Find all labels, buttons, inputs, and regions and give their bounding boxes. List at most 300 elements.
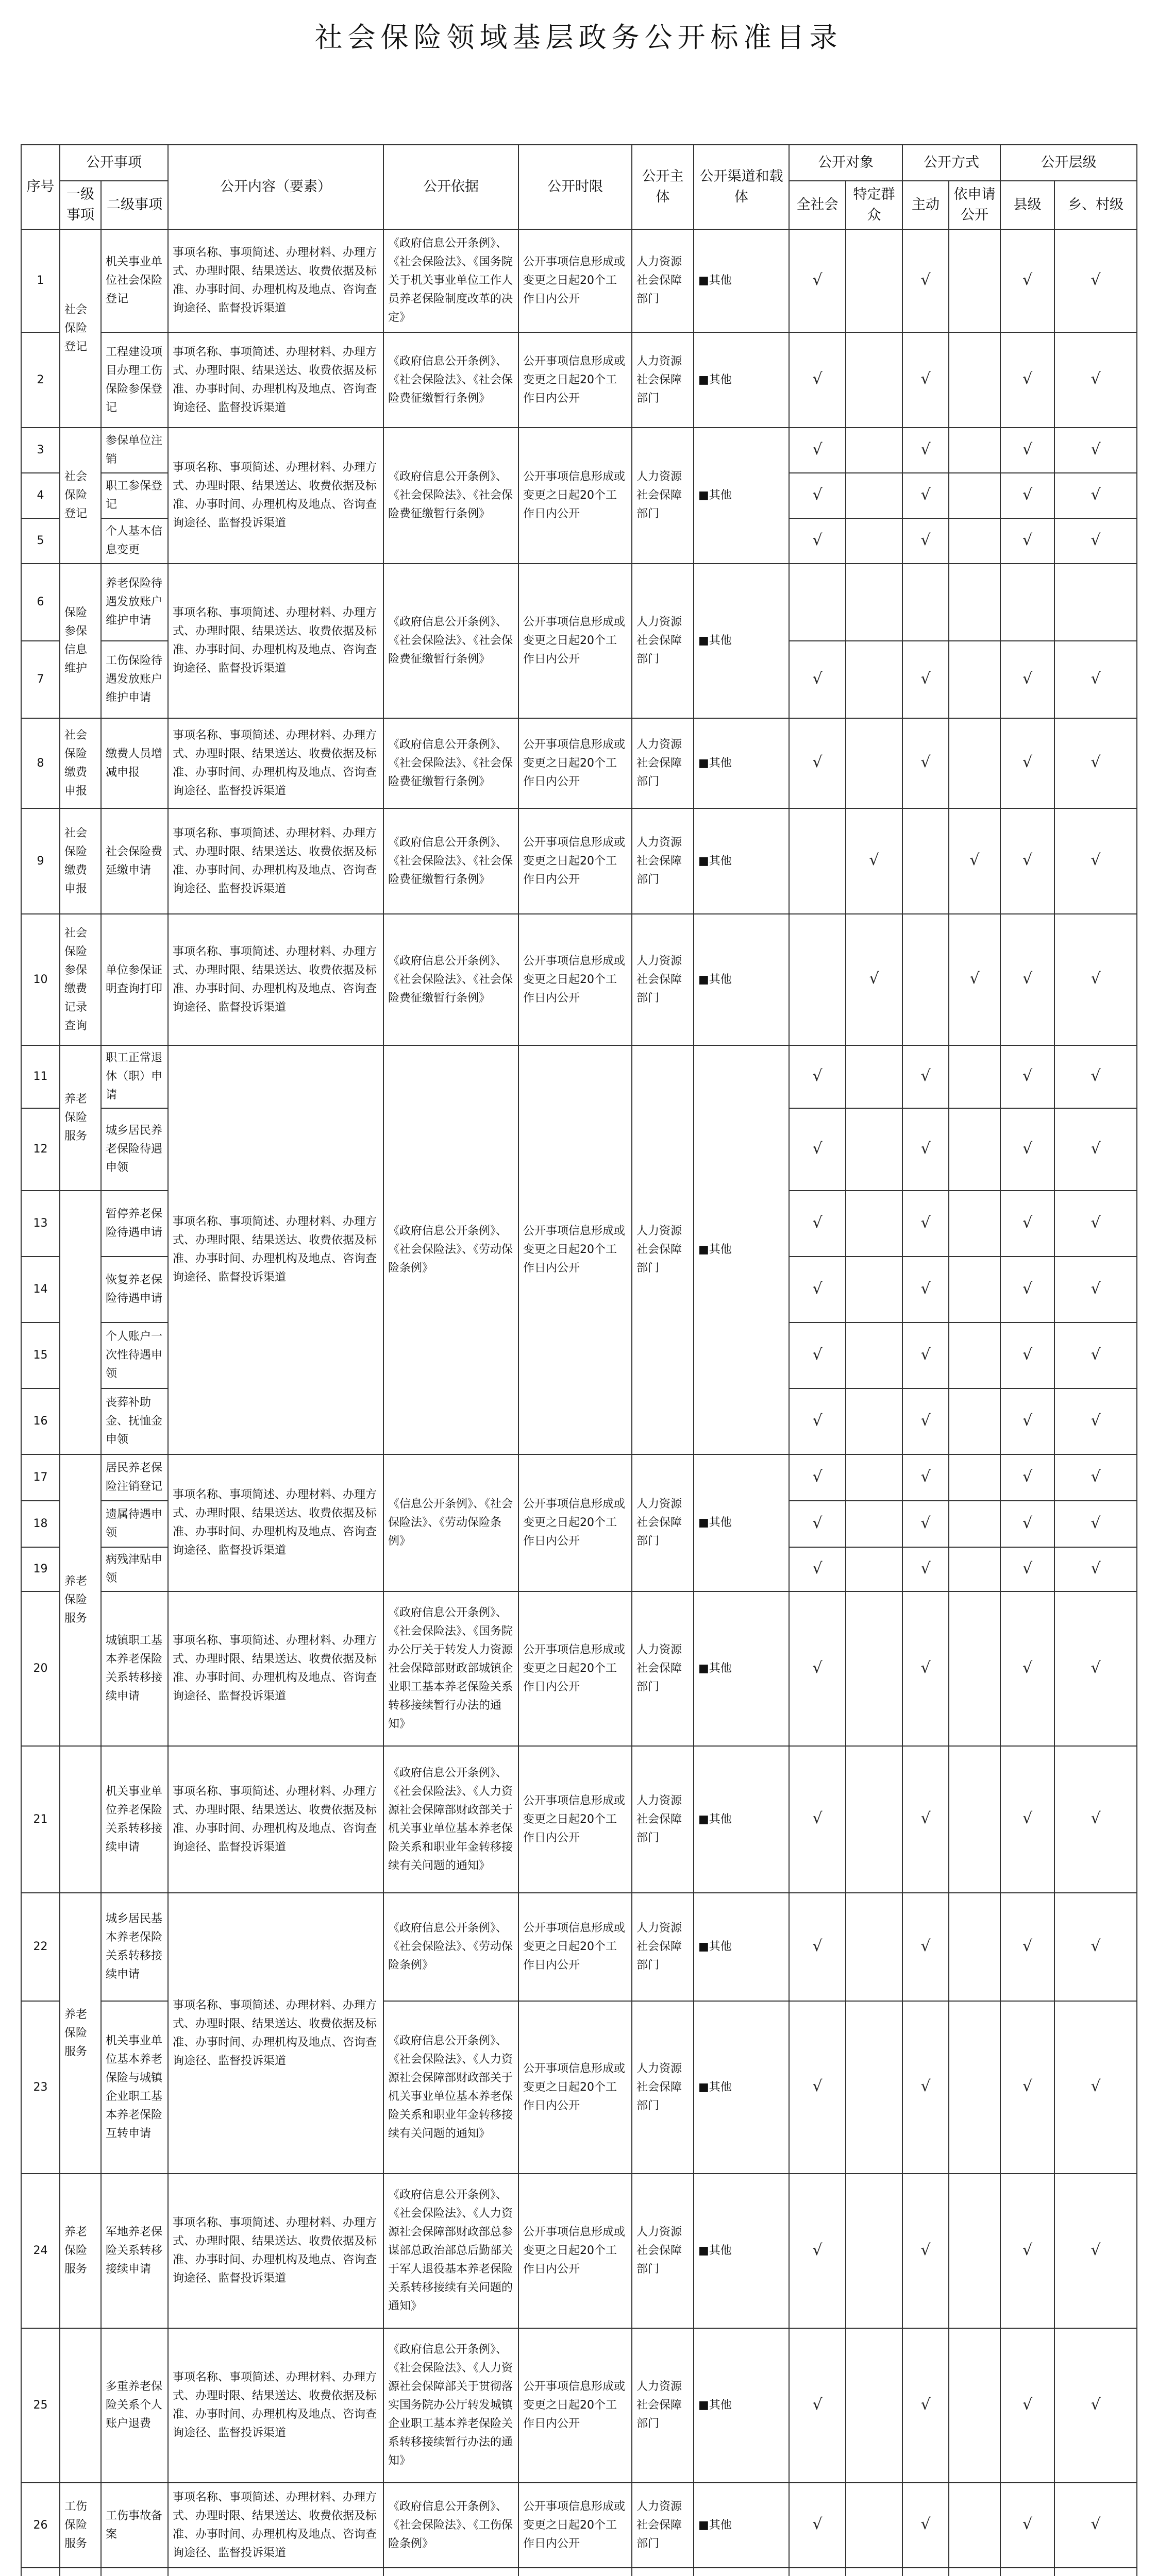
channel-cell: ■其他: [694, 2328, 789, 2483]
level1-cell: [60, 2328, 101, 2483]
town-check: √: [1054, 641, 1137, 718]
specific-check: [846, 1893, 902, 2001]
level2-cell: 城乡居民基本养老保险关系转移接续申请: [101, 1893, 168, 2001]
basis-cell: 《政府信息公开条例》、《社会保险法》、《人力资源社会保障部关于贯彻落实国务院办公厅转发城镇企业职工基本养老保险关系转移接续暂行办法的通知》: [383, 2328, 518, 2483]
content-cell: 事项名称、事项简述、办理材料、办理方式、办理时限、结果送达、收费依据及标准、办事时间、办理机构及地点、咨询查询途径、监督投诉渠道: [168, 1591, 383, 1746]
county-check: √: [1000, 1191, 1054, 1257]
county-check: √: [1000, 1591, 1054, 1746]
time-cell: 公开事项信息形成或变更之日起20个工作日内公开: [518, 1591, 632, 1746]
town-check: [1054, 2568, 1137, 2576]
county-check: √: [1000, 332, 1054, 428]
table-row: [21, 1591, 1137, 1746]
level2-cell: 机关事业单位养老保险关系转移接续申请: [101, 1746, 168, 1893]
basis-cell: [383, 2568, 518, 2576]
content-cell: 事项名称、事项简述、办理材料、办理方式、办理时限、结果送达、收费依据及标准、办事时间、办理机构及地点、咨询查询途径、监督投诉渠道: [168, 428, 383, 564]
level1-cell: 养老保险服务: [60, 2174, 101, 2328]
header-town: 乡、村级: [1054, 181, 1137, 229]
level2-cell: 个人基本信息变更: [101, 518, 168, 564]
town-check: √: [1054, 1454, 1137, 1501]
county-check: [1000, 564, 1054, 641]
society-check: √: [789, 1591, 846, 1746]
level2-cell: 丧葬补助金、抚恤金申领: [101, 1388, 168, 1454]
time-cell: 公开事项信息形成或变更之日起20个工作日内公开: [518, 1045, 632, 1454]
active-check: [902, 2568, 949, 2576]
town-check: √: [1054, 2483, 1137, 2568]
table-row: [21, 808, 1137, 914]
basis-cell: 《政府信息公开条例》、《社会保险法》、《社会保险费征缴暂行条例》: [383, 428, 518, 564]
society-check: √: [789, 641, 846, 718]
level2-cell: 恢复养老保险待遇申请: [101, 1257, 168, 1323]
content-cell: 事项名称、事项简述、办理材料、办理方式、办理时限、结果送达、收费依据及标准、办事时间、办理机构及地点、咨询查询途径、监督投诉渠道: [168, 229, 383, 332]
level2-cell: 工伤保险待遇发放账户维护申请: [101, 641, 168, 718]
basis-cell: 《政府信息公开条例》、《社会保险法》、《社会保险费征缴暂行条例》: [383, 718, 518, 808]
specific-check: [846, 1108, 902, 1191]
request-check: [949, 2483, 1000, 2568]
request-check: √: [949, 914, 1000, 1045]
basis-cell: 《政府信息公开条例》、《社会保险法》、《国务院关于机关事业单位工作人员养老保险制度改革的决定》: [383, 229, 518, 332]
subject-cell: 人力资源社会保障部门: [632, 808, 694, 914]
active-check: √: [902, 229, 949, 332]
active-check: √: [902, 2483, 949, 2568]
row-number: 10: [21, 914, 60, 1045]
header-target: 公开对象: [789, 145, 902, 181]
society-check: [789, 564, 846, 641]
request-check: [949, 2568, 1000, 2576]
active-check: √: [902, 1893, 949, 2001]
row-number: 1: [21, 229, 60, 332]
society-check: √: [789, 1893, 846, 2001]
county-check: √: [1000, 1501, 1054, 1547]
level1-cell: 社会保险参保缴费记录查询: [60, 914, 101, 1045]
subject-cell: 人力资源社会保障部门: [632, 1746, 694, 1893]
town-check: √: [1054, 1323, 1137, 1388]
request-check: [949, 718, 1000, 808]
channel-cell: ■其他: [694, 808, 789, 914]
county-check: √: [1000, 718, 1054, 808]
county-check: √: [1000, 229, 1054, 332]
town-check: √: [1054, 1893, 1137, 2001]
table-row: [21, 1045, 1137, 1108]
level2-cell: 缴费人员增减申报: [101, 718, 168, 808]
row-number: 11: [21, 1045, 60, 1108]
specific-check: [846, 718, 902, 808]
request-check: [949, 1746, 1000, 1893]
channel-cell: [694, 2568, 789, 2576]
level1-cell: 保险参保信息维护: [60, 564, 101, 718]
specific-check: [846, 564, 902, 641]
header-level2: 二级事项: [101, 181, 168, 229]
time-cell: 公开事项信息形成或变更之日起20个工作日内公开: [518, 428, 632, 564]
subject-cell: 人力资源社会保障部门: [632, 718, 694, 808]
level1-cell: 社会保险缴费申报: [60, 718, 101, 808]
level2-cell: 病残津贴申领: [101, 1547, 168, 1591]
active-check: √: [902, 1501, 949, 1547]
specific-check: [846, 332, 902, 428]
row-number: 3: [21, 428, 60, 473]
header-no: 序号: [21, 145, 60, 229]
town-check: √: [1054, 2328, 1137, 2483]
channel-cell: ■其他: [694, 2483, 789, 2568]
active-check: √: [902, 2328, 949, 2483]
request-check: [949, 1045, 1000, 1108]
request-check: √: [949, 808, 1000, 914]
content-cell: 事项名称、事项简述、办理材料、办理方式、办理时限、结果送达、收费依据及标准、办事时间、办理机构及地点、咨询查询途径、监督投诉渠道: [168, 2483, 383, 2568]
row-number: 24: [21, 2174, 60, 2328]
request-check: [949, 564, 1000, 641]
subject-cell: 人力资源社会保障部门: [632, 2174, 694, 2328]
specific-check: [846, 641, 902, 718]
specific-check: [846, 1257, 902, 1323]
society-check: √: [789, 1045, 846, 1108]
level2-cell: 军地养老保险关系转移接续申请: [101, 2174, 168, 2328]
request-check: [949, 1191, 1000, 1257]
active-check: √: [902, 1191, 949, 1257]
request-check: [949, 229, 1000, 332]
society-check: [789, 808, 846, 914]
town-check: √: [1054, 1591, 1137, 1746]
basis-cell: 《政府信息公开条例》、《社会保险法》、《人力资源社会保障部财政部关于机关事业单位基本养老保险关系和职业年金转移接续有关问题的通知》: [383, 2001, 518, 2174]
channel-cell: ■其他: [694, 1893, 789, 2001]
town-check: √: [1054, 1108, 1137, 1191]
specific-check: √: [846, 914, 902, 1045]
time-cell: 公开事项信息形成或变更之日起20个工作日内公开: [518, 808, 632, 914]
channel-cell: ■其他: [694, 2174, 789, 2328]
time-cell: 公开事项信息形成或变更之日起20个工作日内公开: [518, 564, 632, 718]
society-check: √: [789, 1191, 846, 1257]
header-county: 县级: [1000, 181, 1054, 229]
active-check: √: [902, 2174, 949, 2328]
town-check: √: [1054, 1257, 1137, 1323]
row-number: 17: [21, 1454, 60, 1501]
county-check: √: [1000, 473, 1054, 518]
specific-check: [846, 2568, 902, 2576]
specific-check: [846, 2328, 902, 2483]
county-check: √: [1000, 518, 1054, 564]
content-cell: 事项名称、事项简述、办理材料、办理方式、办理时限、结果送达、收费依据及标准、办事时间、办理机构及地点、咨询查询途径、监督投诉渠道: [168, 2174, 383, 2328]
town-check: √: [1054, 808, 1137, 914]
specific-check: [846, 2174, 902, 2328]
subject-cell: 人力资源社会保障部门: [632, 428, 694, 564]
level2-cell: 养老保险待遇发放账户维护申请: [101, 564, 168, 641]
level1-cell: 社会保险登记: [60, 428, 101, 564]
row-number: 23: [21, 2001, 60, 2174]
active-check: √: [902, 428, 949, 473]
society-check: √: [789, 2174, 846, 2328]
row-number: 14: [21, 1257, 60, 1323]
town-check: √: [1054, 1388, 1137, 1454]
town-check: √: [1054, 1045, 1137, 1108]
channel-cell: ■其他: [694, 1454, 789, 1591]
basis-cell: 《政府信息公开条例》、《社会保险法》、《人力资源社会保障部财政部总参谋部总政治部总后勤部关于军人退役基本养老保险关系转移接续有关问题的通知》: [383, 2174, 518, 2328]
specific-check: [846, 2483, 902, 2568]
time-cell: 公开事项信息形成或变更之日起20个工作日内公开: [518, 229, 632, 332]
request-check: [949, 1547, 1000, 1591]
row-number: [21, 2568, 60, 2576]
active-check: √: [902, 1547, 949, 1591]
active-check: [902, 914, 949, 1045]
header-level1: 一级事项: [60, 181, 101, 229]
active-check: √: [902, 518, 949, 564]
society-check: √: [789, 1323, 846, 1388]
time-cell: [518, 2568, 632, 2576]
level1-cell: [60, 1746, 101, 1893]
subject-cell: 人力资源社会保障部门: [632, 2483, 694, 2568]
table-row: [21, 332, 1137, 428]
county-check: √: [1000, 2483, 1054, 2568]
channel-cell: ■其他: [694, 229, 789, 332]
specific-check: [846, 229, 902, 332]
channel-cell: ■其他: [694, 564, 789, 718]
active-check: √: [902, 641, 949, 718]
channel-cell: ■其他: [694, 914, 789, 1045]
society-check: √: [789, 718, 846, 808]
county-check: √: [1000, 1323, 1054, 1388]
content-cell: 事项名称、事项简述、办理材料、办理方式、办理时限、结果送达、收费依据及标准、办事时间、办理机构及地点、咨询查询途径、监督投诉渠道: [168, 332, 383, 428]
request-check: [949, 1893, 1000, 2001]
row-number: 25: [21, 2328, 60, 2483]
society-check: √: [789, 2001, 846, 2174]
level1-cell: 养老保险服务: [60, 1454, 101, 1746]
table-row: [21, 914, 1137, 1045]
county-check: √: [1000, 428, 1054, 473]
county-check: √: [1000, 641, 1054, 718]
request-check: [949, 1591, 1000, 1746]
request-check: [949, 518, 1000, 564]
specific-check: [846, 2001, 902, 2174]
time-cell: 公开事项信息形成或变更之日起20个工作日内公开: [518, 718, 632, 808]
town-check: √: [1054, 2174, 1137, 2328]
town-check: √: [1054, 332, 1137, 428]
active-check: √: [902, 1454, 949, 1501]
county-check: √: [1000, 808, 1054, 914]
subject-cell: 人力资源社会保障部门: [632, 332, 694, 428]
request-check: [949, 1501, 1000, 1547]
county-check: √: [1000, 1257, 1054, 1323]
subject-cell: 人力资源社会保障部门: [632, 2001, 694, 2174]
table-row: [21, 2568, 1137, 2576]
header-matters: 公开事项: [60, 145, 168, 181]
row-number: 19: [21, 1547, 60, 1591]
row-number: 26: [21, 2483, 60, 2568]
content-cell: 事项名称、事项简述、办理材料、办理方式、办理时限、结果送达、收费依据及标准、办事时间、办理机构及地点、咨询查询途径、监督投诉渠道: [168, 1045, 383, 1454]
society-check: √: [789, 1746, 846, 1893]
time-cell: 公开事项信息形成或变更之日起20个工作日内公开: [518, 2328, 632, 2483]
active-check: √: [902, 1746, 949, 1893]
active-check: [902, 808, 949, 914]
county-check: √: [1000, 1045, 1054, 1108]
time-cell: 公开事项信息形成或变更之日起20个工作日内公开: [518, 2483, 632, 2568]
row-number: 15: [21, 1323, 60, 1388]
active-check: √: [902, 1045, 949, 1108]
level2-cell: 多重养老保险关系个人账户退费: [101, 2328, 168, 2483]
request-check: [949, 2328, 1000, 2483]
subject-cell: 人力资源社会保障部门: [632, 1893, 694, 2001]
row-number: 4: [21, 473, 60, 518]
county-check: [1000, 2568, 1054, 2576]
request-check: [949, 1454, 1000, 1501]
society-check: √: [789, 1388, 846, 1454]
specific-check: √: [846, 808, 902, 914]
society-check: [789, 2568, 846, 2576]
channel-cell: ■其他: [694, 1045, 789, 1454]
row-number: 12: [21, 1108, 60, 1191]
table-row: [21, 1893, 1137, 2001]
basis-cell: 《政府信息公开条例》、《社会保险法》、《工伤保险条例》: [383, 2483, 518, 2568]
time-cell: 公开事项信息形成或变更之日起20个工作日内公开: [518, 914, 632, 1045]
row-number: 18: [21, 1501, 60, 1547]
specific-check: [846, 518, 902, 564]
town-check: √: [1054, 1501, 1137, 1547]
society-check: √: [789, 1108, 846, 1191]
society-check: √: [789, 1547, 846, 1591]
header-active: 主动: [902, 181, 949, 229]
time-cell: 公开事项信息形成或变更之日起20个工作日内公开: [518, 1893, 632, 2001]
active-check: √: [902, 2001, 949, 2174]
town-check: [1054, 564, 1137, 641]
town-check: √: [1054, 428, 1137, 473]
specific-check: [846, 473, 902, 518]
town-check: √: [1054, 518, 1137, 564]
subject-cell: 人力资源社会保障部门: [632, 1591, 694, 1746]
specific-check: [846, 428, 902, 473]
county-check: √: [1000, 2328, 1054, 2483]
basis-cell: 《政府信息公开条例》、《社会保险法》、《社会保险费征缴暂行条例》: [383, 332, 518, 428]
channel-cell: ■其他: [694, 718, 789, 808]
level1-cell: 社会保险缴费申报: [60, 808, 101, 914]
header-on-request: 依申请公开: [949, 181, 1000, 229]
specific-check: [846, 1323, 902, 1388]
active-check: √: [902, 473, 949, 518]
level2-cell: 单位参保证明查询打印: [101, 914, 168, 1045]
level1-cell: 养老保险服务: [60, 1893, 101, 2174]
active-check: √: [902, 1257, 949, 1323]
channel-cell: ■其他: [694, 428, 789, 564]
level2-cell: 工伤事故备案: [101, 2483, 168, 2568]
society-check: √: [789, 518, 846, 564]
header-time: 公开时限: [518, 145, 632, 229]
county-check: √: [1000, 1746, 1054, 1893]
subject-cell: [632, 2568, 694, 2576]
town-check: √: [1054, 473, 1137, 518]
town-check: √: [1054, 914, 1137, 1045]
level2-cell: [101, 2568, 168, 2576]
channel-cell: ■其他: [694, 1746, 789, 1893]
content-cell: [168, 2568, 383, 2576]
table-row: [21, 564, 1137, 641]
request-check: [949, 473, 1000, 518]
level1-cell: [60, 2568, 101, 2576]
request-check: [949, 1388, 1000, 1454]
request-check: [949, 332, 1000, 428]
level2-cell: 遗属待遇申领: [101, 1501, 168, 1547]
content-cell: 事项名称、事项简述、办理材料、办理方式、办理时限、结果送达、收费依据及标准、办事时间、办理机构及地点、咨询查询途径、监督投诉渠道: [168, 564, 383, 718]
row-number: 16: [21, 1388, 60, 1454]
time-cell: 公开事项信息形成或变更之日起20个工作日内公开: [518, 332, 632, 428]
specific-check: [846, 1388, 902, 1454]
header-society: 全社会: [789, 181, 846, 229]
active-check: √: [902, 1323, 949, 1388]
active-check: √: [902, 1388, 949, 1454]
request-check: [949, 1108, 1000, 1191]
table-row: [21, 1454, 1137, 1501]
specific-check: [846, 1191, 902, 1257]
header-subject: 公开主体: [632, 145, 694, 229]
content-cell: 事项名称、事项简述、办理材料、办理方式、办理时限、结果送达、收费依据及标准、办事时间、办理机构及地点、咨询查询途径、监督投诉渠道: [168, 1893, 383, 2174]
specific-check: [846, 1746, 902, 1893]
basis-cell: 《政府信息公开条例》、《社会保险法》、《社会保险费征缴暂行条例》: [383, 564, 518, 718]
table-row: [21, 229, 1137, 332]
row-number: 2: [21, 332, 60, 428]
channel-cell: ■其他: [694, 1591, 789, 1746]
level1-cell: [60, 1191, 101, 1454]
request-check: [949, 1257, 1000, 1323]
county-check: √: [1000, 1547, 1054, 1591]
subject-cell: 人力资源社会保障部门: [632, 1045, 694, 1454]
level2-cell: 职工参保登记: [101, 473, 168, 518]
society-check: √: [789, 1454, 846, 1501]
level2-cell: 机关事业单位基本养老保险与城镇企业职工基本养老保险互转申请: [101, 2001, 168, 2174]
county-check: √: [1000, 2174, 1054, 2328]
active-check: √: [902, 1108, 949, 1191]
society-check: √: [789, 2328, 846, 2483]
basis-cell: 《政府信息公开条例》、《社会保险法》、《劳动保险条例》: [383, 1045, 518, 1454]
county-check: √: [1000, 914, 1054, 1045]
level2-cell: 社会保险费延缴申请: [101, 808, 168, 914]
request-check: [949, 428, 1000, 473]
town-check: √: [1054, 1547, 1137, 1591]
basis-cell: 《政府信息公开条例》、《社会保险法》、《社会保险费征缴暂行条例》: [383, 808, 518, 914]
county-check: √: [1000, 1108, 1054, 1191]
level2-cell: 个人账户一次性待遇申领: [101, 1323, 168, 1388]
request-check: [949, 2001, 1000, 2174]
specific-check: [846, 1045, 902, 1108]
level2-cell: 城镇职工基本养老保险关系转移接续申请: [101, 1591, 168, 1746]
specific-check: [846, 1591, 902, 1746]
active-check: √: [902, 1591, 949, 1746]
specific-check: [846, 1547, 902, 1591]
level2-cell: 职工正常退休（职）申请: [101, 1045, 168, 1108]
subject-cell: 人力资源社会保障部门: [632, 1454, 694, 1591]
basis-cell: 《信息公开条例》、《社会保险法》、《劳动保险条例》: [383, 1454, 518, 1591]
table-row: [21, 2328, 1137, 2483]
level2-cell: 城乡居民养老保险待遇申领: [101, 1108, 168, 1191]
content-cell: 事项名称、事项简述、办理材料、办理方式、办理时限、结果送达、收费依据及标准、办事时间、办理机构及地点、咨询查询途径、监督投诉渠道: [168, 2328, 383, 2483]
specific-check: [846, 1501, 902, 1547]
county-check: √: [1000, 1893, 1054, 2001]
level1-cell: 养老保险服务: [60, 1045, 101, 1191]
row-number: 8: [21, 718, 60, 808]
society-check: √: [789, 332, 846, 428]
county-check: √: [1000, 2001, 1054, 2174]
row-number: 6: [21, 564, 60, 641]
page-title: 社会保险领域基层政务公开标准目录: [314, 21, 843, 54]
town-check: √: [1054, 229, 1137, 332]
channel-cell: ■其他: [694, 2001, 789, 2174]
time-cell: 公开事项信息形成或变更之日起20个工作日内公开: [518, 2001, 632, 2174]
society-check: √: [789, 2483, 846, 2568]
society-check: √: [789, 1257, 846, 1323]
society-check: [789, 914, 846, 1045]
content-cell: 事项名称、事项简述、办理材料、办理方式、办理时限、结果送达、收费依据及标准、办事时间、办理机构及地点、咨询查询途径、监督投诉渠道: [168, 1746, 383, 1893]
table-row: [21, 2483, 1137, 2568]
table-row: [21, 1746, 1137, 1893]
subject-cell: 人力资源社会保障部门: [632, 229, 694, 332]
town-check: √: [1054, 1191, 1137, 1257]
active-check: √: [902, 332, 949, 428]
county-check: √: [1000, 1388, 1054, 1454]
basis-cell: 《政府信息公开条例》、《社会保险法》、《人力资源社会保障部财政部关于机关事业单位基本养老保险关系和职业年金转移接续有关问题的通知》: [383, 1746, 518, 1893]
table-row: [21, 718, 1137, 808]
